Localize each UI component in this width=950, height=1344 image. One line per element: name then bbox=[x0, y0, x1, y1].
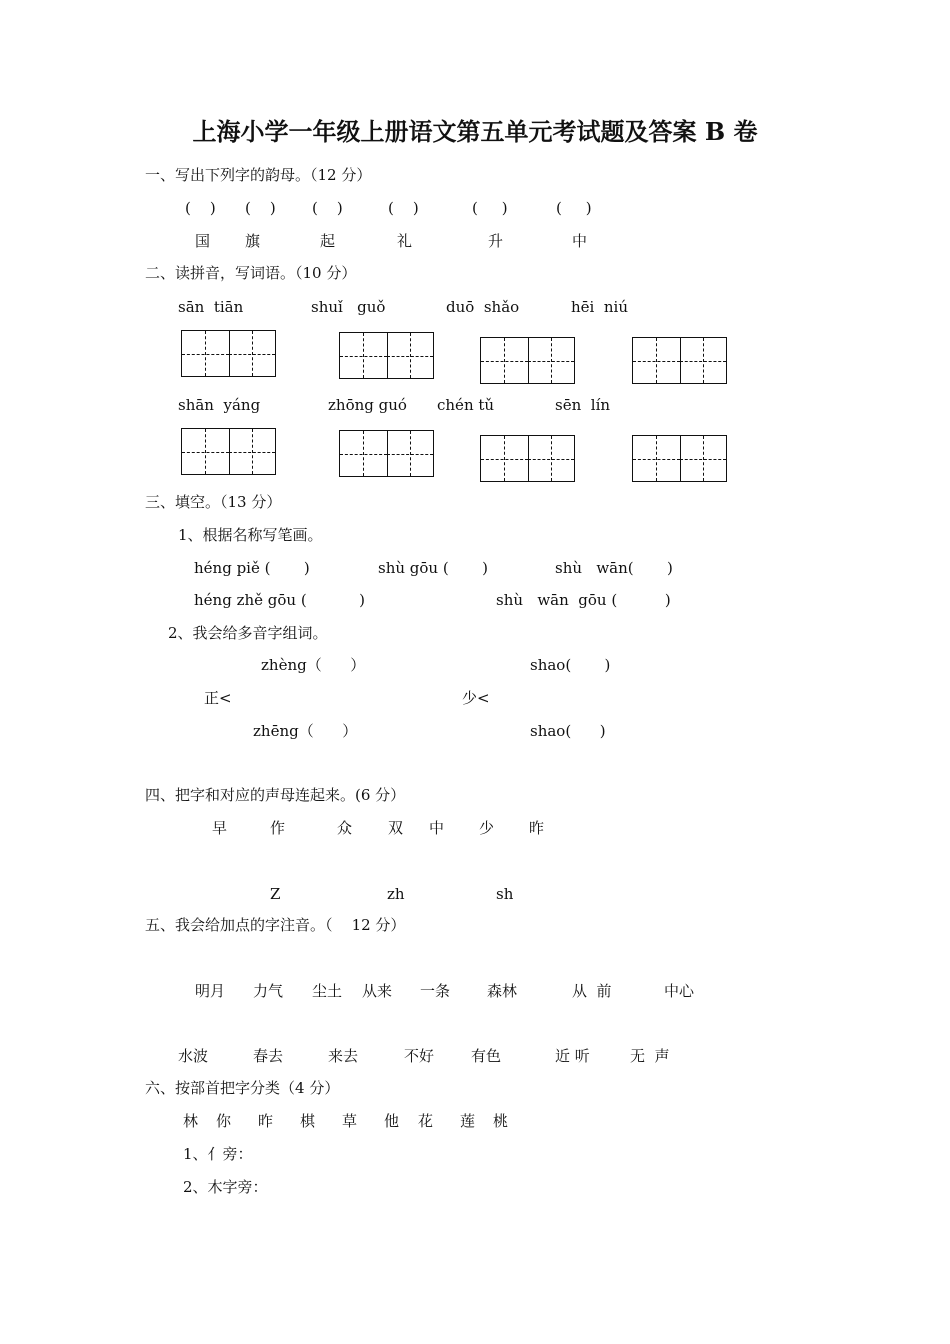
word: 近 听 bbox=[555, 1047, 590, 1065]
pinyin-1: sān tiān bbox=[178, 298, 244, 316]
match-char[interactable]: 早 bbox=[212, 819, 228, 837]
match-initial[interactable]: sh bbox=[496, 885, 514, 903]
match-char[interactable]: 双 bbox=[388, 819, 404, 837]
writing-grid[interactable] bbox=[181, 330, 276, 377]
writing-grid[interactable] bbox=[632, 435, 727, 482]
page-title: 上海小学一年级上册语文第五单元考试题及答案 B 卷 bbox=[192, 117, 758, 146]
stroke-blank-2[interactable]: shù gōu ( ) bbox=[378, 559, 488, 577]
stroke-blank-3[interactable]: shù wān( ) bbox=[555, 559, 673, 577]
word: 春去 bbox=[253, 1047, 284, 1065]
question-3-1: 1、根据名称写笔画。 bbox=[178, 526, 323, 544]
char-6: 中 bbox=[572, 232, 588, 250]
sort-char: 莲 bbox=[460, 1112, 476, 1130]
pinyin-5: shān yáng bbox=[178, 396, 261, 414]
pinyin-6: zhōng guó bbox=[328, 396, 407, 414]
writing-grid[interactable] bbox=[480, 435, 575, 482]
word: 无 声 bbox=[630, 1047, 670, 1065]
pinyin-2: shuǐ guǒ bbox=[311, 298, 386, 316]
blank-6[interactable]: ( ) bbox=[556, 199, 592, 217]
shao-char: 少< bbox=[462, 689, 490, 707]
writing-grid[interactable] bbox=[181, 428, 276, 475]
pinyin-7: chén tǔ bbox=[437, 396, 495, 414]
sort-char: 他 bbox=[384, 1112, 400, 1130]
sort-char: 昨 bbox=[258, 1112, 274, 1130]
sort-char: 桃 bbox=[493, 1112, 509, 1130]
word: 一条 bbox=[420, 982, 451, 1000]
word: 力气 bbox=[253, 982, 284, 1000]
word: 不好 bbox=[404, 1047, 435, 1065]
match-initial[interactable]: zh bbox=[387, 885, 405, 903]
match-char[interactable]: 昨 bbox=[529, 819, 545, 837]
match-char[interactable]: 作 bbox=[270, 819, 286, 837]
sort-question-1[interactable]: 1、亻旁： bbox=[183, 1145, 253, 1163]
section-5-heading: 五、我会给加点的字注音。（ 12 分） bbox=[145, 916, 406, 934]
section-4-heading: 四、把字和对应的声母连起来。(6 分） bbox=[145, 786, 406, 804]
writing-grid[interactable] bbox=[339, 332, 434, 379]
sort-char: 你 bbox=[216, 1112, 232, 1130]
char-5: 升 bbox=[488, 232, 504, 250]
match-char[interactable]: 中 bbox=[429, 819, 445, 837]
writing-grid[interactable] bbox=[339, 430, 434, 477]
sort-question-2[interactable]: 2、木字旁： bbox=[183, 1178, 268, 1196]
word: 中心 bbox=[664, 982, 695, 1000]
blank-3[interactable]: ( ) bbox=[312, 199, 343, 217]
word: 水波 bbox=[178, 1047, 209, 1065]
section-3-heading: 三、填空。（13 分） bbox=[145, 493, 282, 511]
match-char[interactable]: 少 bbox=[479, 819, 495, 837]
shao-top-blank[interactable]: shao( ) bbox=[530, 656, 611, 674]
sort-char: 草 bbox=[342, 1112, 358, 1130]
zheng-top-blank[interactable]: zhèng（ ） bbox=[261, 656, 366, 674]
writing-grid[interactable] bbox=[480, 337, 575, 384]
section-6-heading: 六、按部首把字分类（4 分） bbox=[145, 1079, 340, 1097]
word: 有色 bbox=[471, 1047, 502, 1065]
question-3-2: 2、我会给多音字组词。 bbox=[168, 624, 328, 642]
section-2-heading: 二、读拼音，写词语。（10 分） bbox=[145, 264, 357, 282]
section-1-heading: 一、写出下列字的韵母。（12 分） bbox=[145, 166, 372, 184]
char-4: 礼 bbox=[397, 232, 413, 250]
stroke-blank-4[interactable]: héng zhě gōu ( ) bbox=[194, 591, 365, 609]
char-1: 国 bbox=[195, 232, 211, 250]
pinyin-8: sēn lín bbox=[555, 396, 611, 414]
blank-5[interactable]: ( ) bbox=[472, 199, 508, 217]
word: 从来 bbox=[362, 982, 393, 1000]
sort-char: 林 bbox=[183, 1112, 199, 1130]
match-char[interactable]: 众 bbox=[337, 819, 353, 837]
writing-grid[interactable] bbox=[632, 337, 727, 384]
pinyin-4: hēi niú bbox=[571, 298, 628, 316]
word: 从 前 bbox=[572, 982, 612, 1000]
stroke-blank-5[interactable]: shù wān gōu ( ) bbox=[496, 591, 671, 609]
char-3: 起 bbox=[320, 232, 336, 250]
blank-1[interactable]: ( ) bbox=[185, 199, 216, 217]
word: 明月 bbox=[195, 982, 226, 1000]
sort-char: 花 bbox=[418, 1112, 434, 1130]
blank-4[interactable]: ( ) bbox=[388, 199, 419, 217]
zheng-bottom-blank[interactable]: zhēng（ ） bbox=[253, 722, 358, 740]
word: 尘土 bbox=[312, 982, 343, 1000]
shao-bottom-blank[interactable]: shao( ) bbox=[530, 722, 606, 740]
zheng-char: 正< bbox=[204, 689, 232, 707]
char-2: 旗 bbox=[245, 232, 261, 250]
word: 来去 bbox=[328, 1047, 359, 1065]
pinyin-3: duō shǎo bbox=[446, 298, 520, 316]
blank-2[interactable]: ( ) bbox=[245, 199, 276, 217]
match-initial[interactable]: Z bbox=[270, 885, 281, 903]
sort-char: 棋 bbox=[300, 1112, 316, 1130]
word: 森林 bbox=[487, 982, 518, 1000]
stroke-blank-1[interactable]: héng piě ( ) bbox=[194, 559, 310, 577]
